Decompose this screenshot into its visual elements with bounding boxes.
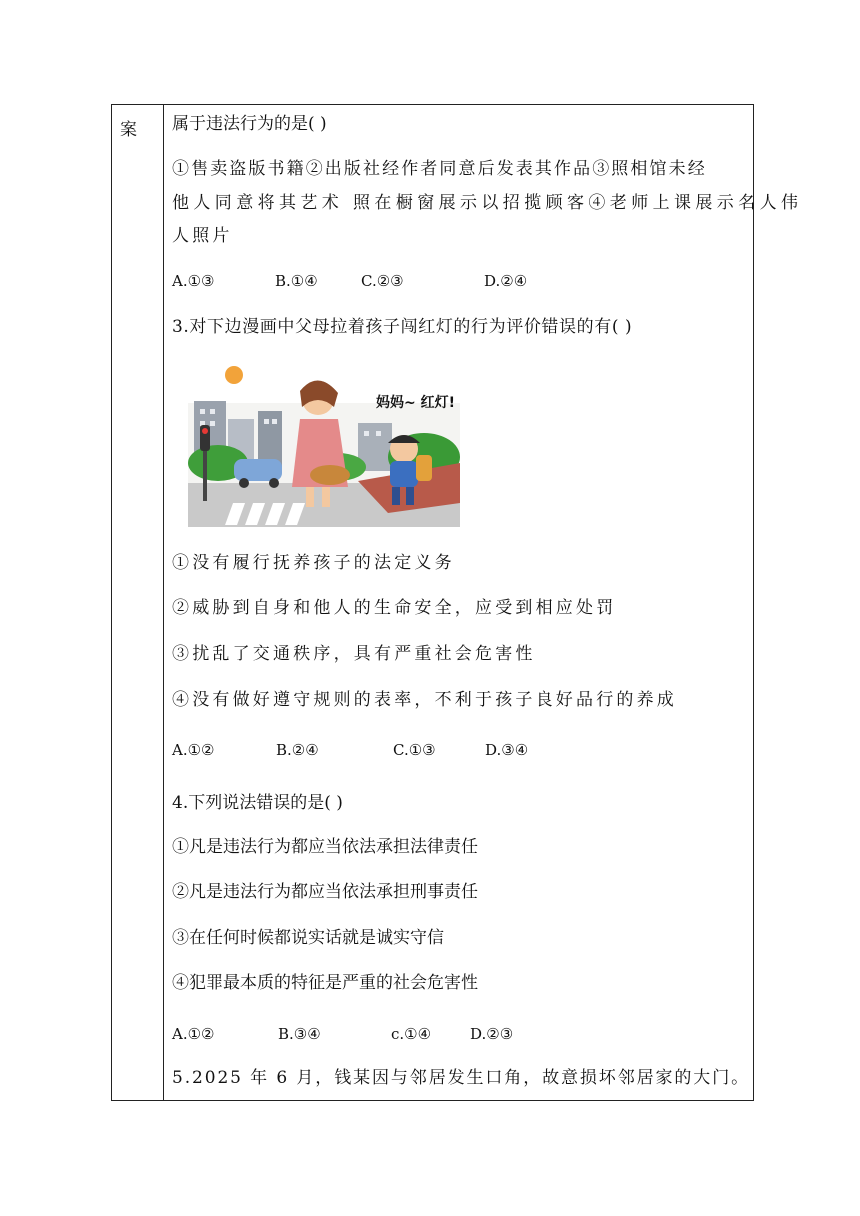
q3-item-3: ③扰乱了交通秩序，具有严重社会危害性 — [172, 644, 536, 664]
q4-option-d: D.②③ — [470, 1025, 514, 1043]
q4-option-b: B.③④ — [278, 1025, 321, 1043]
q3-stem: 3.对下边漫画中父母拉着孩子闯红灯的行为评价错误的有( ) — [172, 317, 633, 337]
q3-item-4: ④没有做好遵守规则的表率，不利于孩子良好品行的养成 — [172, 690, 677, 710]
q5-stem: 5.2025 年 6 月，钱某因与邻居发生口角，故意损坏邻居家的大门。 — [172, 1068, 751, 1088]
q3-item-1: ①没有履行抚养孩子的法定义务 — [172, 553, 455, 573]
q4-stem: 4.下列说法错误的是( ) — [172, 793, 343, 813]
q4-option-a: A.①② — [172, 1025, 215, 1043]
q4-item-4: ④犯罪最本质的特征是严重的社会危害性 — [172, 973, 478, 993]
q3-option-d: D.③④ — [485, 741, 529, 759]
q2-option-a: A.①③ — [172, 272, 215, 290]
question-table — [111, 104, 803, 1101]
comic-speech: 妈妈~ 红灯! — [376, 395, 455, 411]
q3-option-b: B.②④ — [276, 741, 319, 759]
q2-option-d: D.②④ — [484, 272, 528, 290]
q2-items-line1: ①售卖盗版书籍②出版社经作者同意后发表其作品③照相馆未经 — [172, 159, 707, 179]
q3-item-2: ②威胁到自身和他人的生命安全，应受到相应处罚 — [172, 598, 617, 618]
q2-option-c: C.②③ — [361, 272, 404, 290]
q2-items-line3: 人照片 — [172, 226, 233, 246]
q2-option-b: B.①④ — [275, 272, 318, 290]
q3-option-a: A.①② — [172, 741, 215, 759]
q4-item-2: ②凡是违法行为都应当依法承担刑事责任 — [172, 882, 478, 902]
q4-item-1: ①凡是违法行为都应当依法承担法律责任 — [172, 837, 478, 857]
q3-option-c: C.①③ — [393, 741, 436, 759]
q2-items-line2: 他人同意将其艺术 照在橱窗展示以招揽顾客④老师上课展示名人伟 — [172, 193, 803, 213]
column-divider — [163, 105, 164, 1100]
q4-option-c: c.①④ — [391, 1025, 432, 1043]
q4-item-3: ③在任何时候都说实话就是诚实守信 — [172, 928, 444, 948]
traffic-cartoon-image — [188, 363, 460, 527]
left-column-label: 案 — [120, 120, 137, 140]
q2-stem: 属于违法行为的是( ) — [172, 114, 327, 134]
